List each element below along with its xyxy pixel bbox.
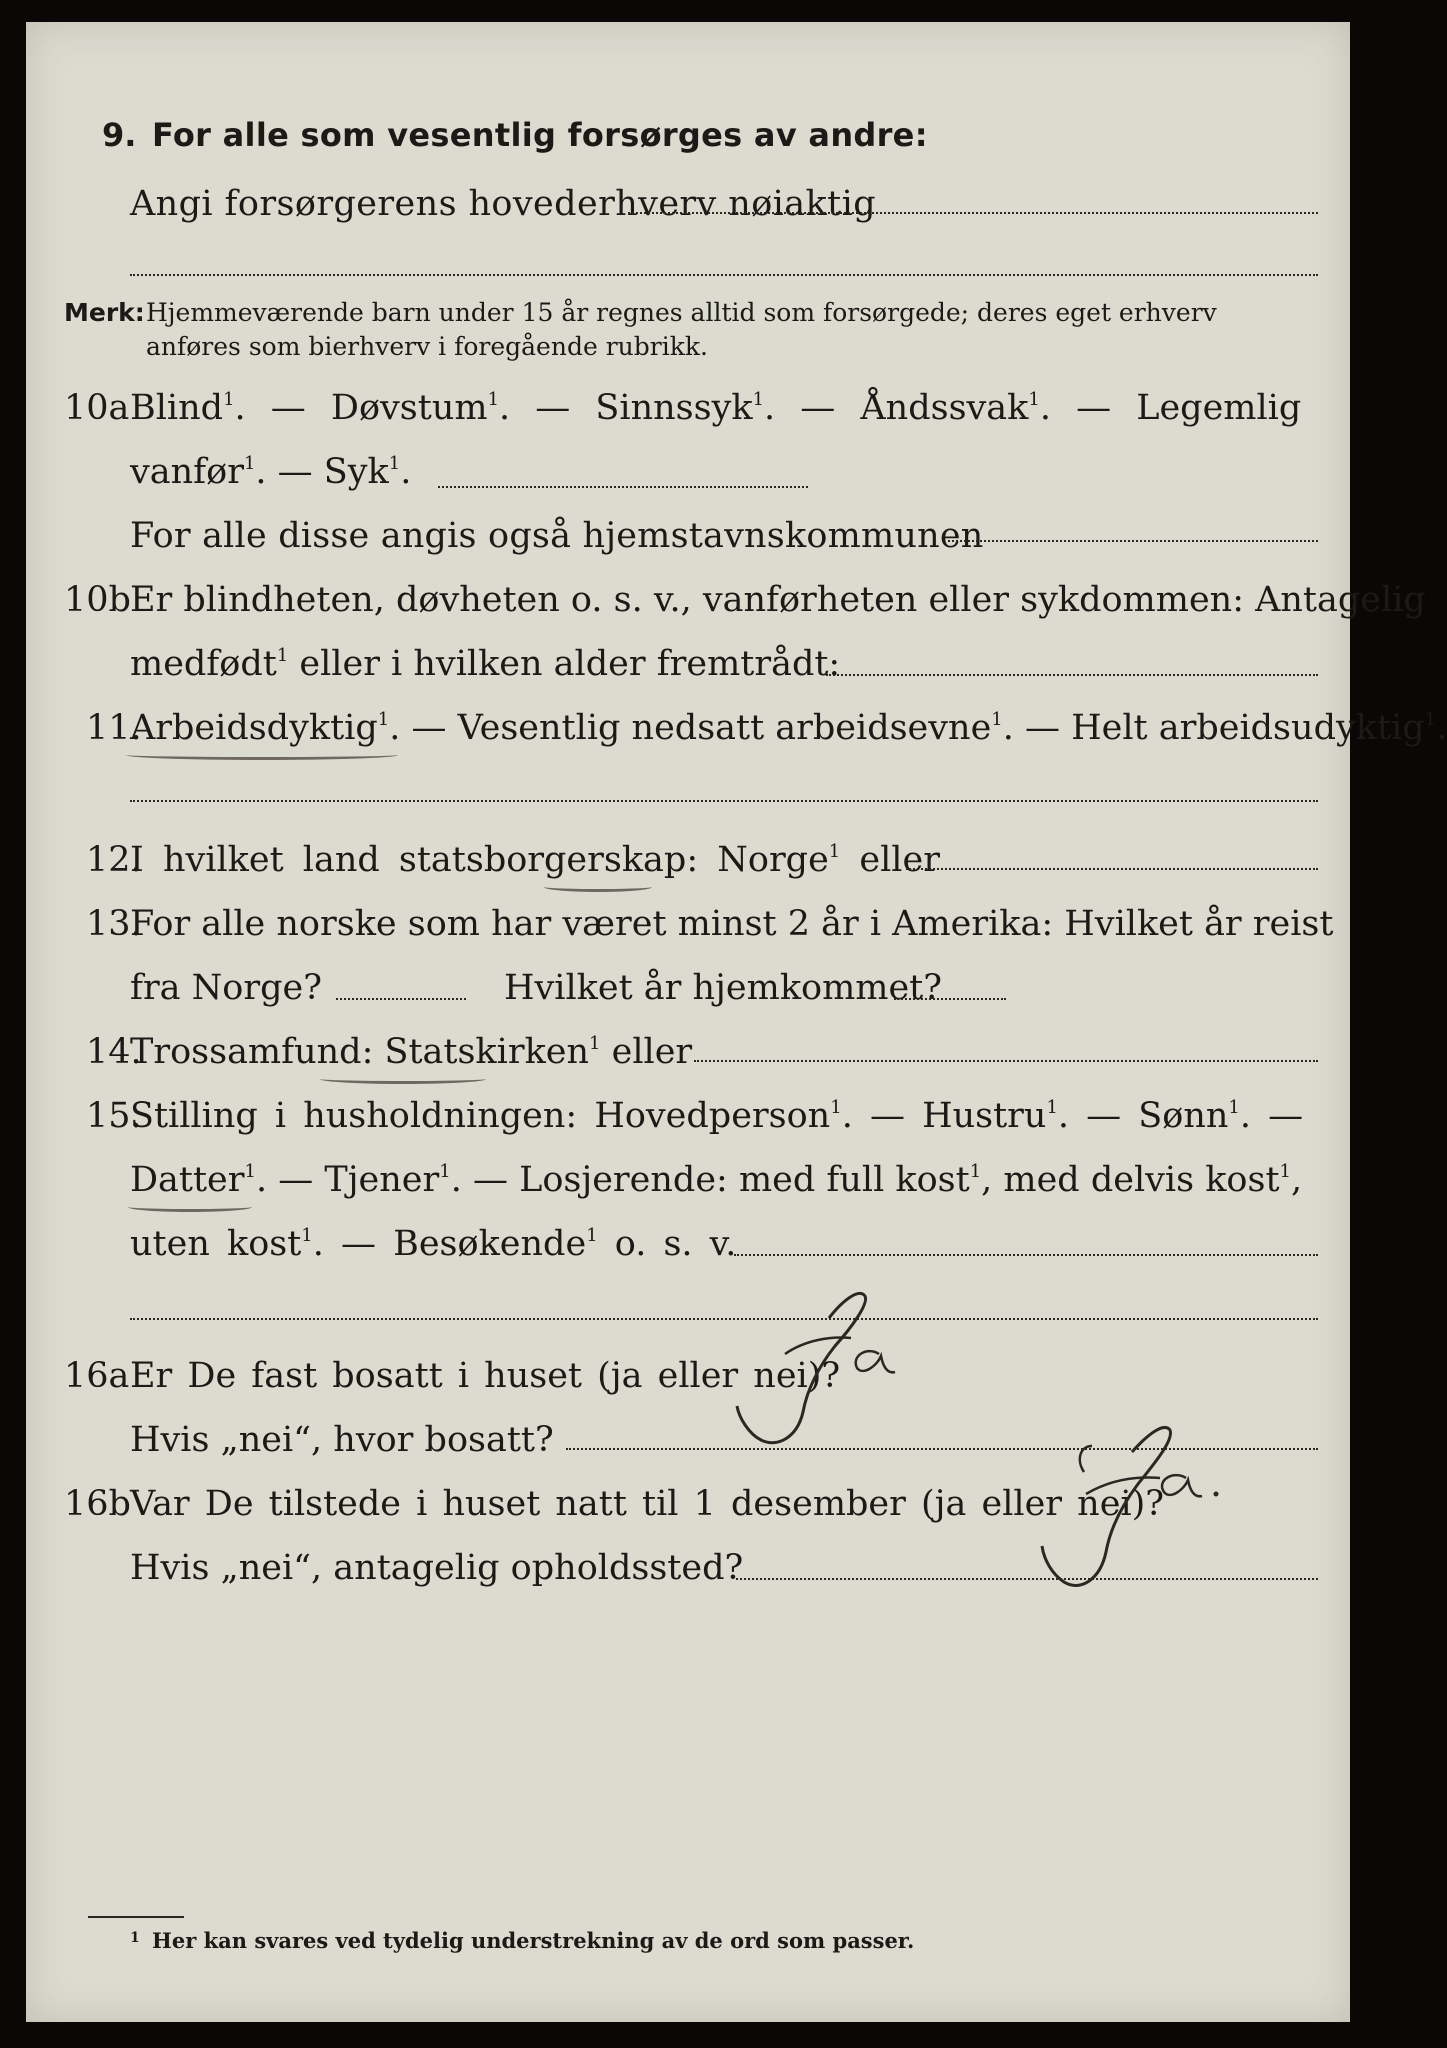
q16b-line-2: Hvis „nei“, antagelig opholdssted? bbox=[130, 1548, 744, 1588]
sup-mark: 1 bbox=[1028, 389, 1040, 410]
q14-question: Trossamfund: bbox=[130, 1032, 374, 1072]
q10b-number: 10b bbox=[64, 580, 131, 620]
option-tjener[interactable]: — Tjener bbox=[267, 1160, 440, 1200]
option-blind[interactable]: Blind bbox=[130, 388, 224, 428]
census-form-page bbox=[26, 22, 1447, 2022]
handwritten-underline-datter bbox=[128, 1202, 252, 1212]
sup-mark: 1 bbox=[1279, 1161, 1291, 1182]
q12-line bbox=[130, 840, 940, 880]
option-dovstum[interactable]: . — Døvstum bbox=[234, 388, 488, 428]
sup-mark: 1 bbox=[388, 453, 401, 474]
q15-line-3 bbox=[130, 1224, 736, 1264]
option-statskirken[interactable]: Statskirken bbox=[384, 1032, 590, 1072]
sup-mark: 1 bbox=[223, 389, 235, 410]
q10b-line-2 bbox=[130, 644, 840, 684]
sup-mark: 1 bbox=[586, 1225, 598, 1246]
q10b-answer-line[interactable] bbox=[826, 674, 1318, 676]
sup-mark: 1 bbox=[1046, 1097, 1058, 1118]
option-arbeidsdyktig[interactable]: Arbeidsdyktig bbox=[130, 708, 378, 748]
option-nedsatt[interactable]: . — Vesentlig nedsatt arbeidsevne bbox=[389, 708, 992, 748]
sup-mark: 1 bbox=[276, 645, 289, 666]
footnote-mark: 1 bbox=[130, 1930, 140, 1946]
q15-number: 15. bbox=[86, 1096, 142, 1136]
option-hustru[interactable]: . — Hustru bbox=[841, 1096, 1047, 1136]
handwritten-underline-statskirken bbox=[320, 1074, 486, 1084]
q14-answer-line[interactable] bbox=[694, 1060, 1318, 1062]
sup-mark: 1 bbox=[487, 389, 500, 410]
q9-subtext: Angi forsørgerens hovederhverv nøiaktig bbox=[130, 184, 877, 224]
q14-line bbox=[130, 1032, 692, 1072]
q10a-line-2 bbox=[130, 452, 411, 492]
q9-answer-line[interactable] bbox=[628, 212, 1318, 214]
punctuation: . bbox=[255, 1160, 268, 1200]
q9-answer-line-2[interactable] bbox=[130, 274, 1318, 276]
q16a-line-2: Hvis „nei“, hvor bosatt? bbox=[130, 1420, 554, 1460]
sup-mark: 1 bbox=[752, 389, 765, 410]
q12-question: I hvilket land statsborgerskap: bbox=[130, 840, 699, 880]
q14-number: 14. bbox=[86, 1032, 142, 1072]
sup-mark: 1 bbox=[589, 1033, 601, 1054]
footnote-text: Her kan svares ved tydelig understrekning av de ord som passer. bbox=[152, 1928, 915, 1953]
option-legemlig[interactable]: . — Legemlig bbox=[1039, 388, 1302, 428]
q16b-number: 16b bbox=[64, 1484, 131, 1524]
q10b-line-2-text: eller i hvilken alder fremtrådt: bbox=[288, 644, 841, 684]
q13-hjemkommet-answer-line[interactable] bbox=[894, 998, 1006, 1000]
q10a-hjemstavn-answer-line[interactable] bbox=[948, 540, 1318, 542]
q12-answer-line[interactable] bbox=[906, 868, 1318, 870]
handwritten-underline-arbeidsdyktig bbox=[126, 750, 398, 760]
option-norge[interactable]: Norge bbox=[717, 840, 829, 880]
q15-line-1 bbox=[130, 1096, 1303, 1136]
sup-mark: 1 bbox=[243, 453, 256, 474]
q16b-line-1: Var De tilstede i huset natt til 1 desember (ja eller nei)? bbox=[130, 1484, 1165, 1524]
q15-answer-line[interactable] bbox=[734, 1254, 1318, 1256]
q13-line-1: For alle norske som har været minst 2 år i Amerika: Hvilket år reist bbox=[130, 904, 1334, 944]
q15-osv: o. s. v. bbox=[597, 1224, 737, 1264]
option-syk[interactable]: . — Syk bbox=[255, 452, 389, 492]
q13-number: 13. bbox=[86, 904, 142, 944]
footnote-rule bbox=[88, 1916, 184, 1918]
q11-answer-line[interactable] bbox=[130, 800, 1318, 802]
q10b-line-1: Er blindheten, døvheten o. s. v., vanførheten eller sykdommen: Antagelig bbox=[130, 580, 1426, 620]
sup-mark: 1 bbox=[991, 709, 1003, 730]
option-hovedperson[interactable]: Stilling i husholdningen: Hovedperson bbox=[130, 1096, 831, 1136]
q13-line-2a: fra Norge? bbox=[130, 968, 322, 1008]
handwritten-underline-norge bbox=[544, 882, 652, 892]
q16a-line-1: Er De fast bosatt i huset (ja eller nei)? bbox=[130, 1356, 841, 1396]
sup-mark: 1 bbox=[828, 841, 841, 862]
q16a-number: 16a bbox=[64, 1356, 130, 1396]
q15-answer-line-2[interactable] bbox=[130, 1318, 1318, 1320]
sup-mark: 1 bbox=[830, 1097, 842, 1118]
option-medfodt[interactable]: medfødt bbox=[130, 644, 277, 684]
sup-mark: 1 bbox=[244, 1161, 256, 1182]
option-datter[interactable]: Datter bbox=[130, 1160, 245, 1200]
sup-mark: 1 bbox=[377, 709, 390, 730]
q13-line-2b: Hvilket år hjemkommet? bbox=[504, 968, 943, 1008]
q13-reist-answer-line[interactable] bbox=[336, 998, 466, 1000]
q9-number: 9. bbox=[102, 116, 137, 154]
q12-number: 12. bbox=[86, 840, 142, 880]
option-besokende[interactable]: . — Besøkende bbox=[312, 1224, 587, 1264]
option-udyktig[interactable]: . — Helt arbeidsudyktig bbox=[1002, 708, 1425, 748]
merk-label: Merk: bbox=[64, 298, 145, 327]
merk-line-1: Hjemmeværende barn under 15 år regnes alltid som forsørgede; deres eget erhverv bbox=[146, 298, 1217, 327]
q11-number: 11. bbox=[86, 708, 142, 748]
option-vanfor[interactable]: vanfør bbox=[130, 452, 244, 492]
q9-heading: For alle som vesentlig forsørges av andre: bbox=[152, 116, 928, 154]
punctuation: . — bbox=[1239, 1096, 1304, 1136]
sup-mark: 1 bbox=[969, 1161, 982, 1182]
option-andssvak[interactable]: . — Åndssvak bbox=[764, 388, 1029, 428]
punctuation: , bbox=[1290, 1160, 1303, 1200]
option-sonn[interactable]: . — Sønn bbox=[1057, 1096, 1229, 1136]
option-uten-kost[interactable]: uten kost bbox=[130, 1224, 302, 1264]
handwritten-answer-ja-16b bbox=[1036, 1412, 1276, 1612]
option-losjerende[interactable]: . — Losjerende: med full kost bbox=[450, 1160, 970, 1200]
q11-line bbox=[130, 708, 1447, 748]
sup-mark: 1 bbox=[301, 1225, 313, 1246]
q10a-line-1 bbox=[130, 388, 1301, 428]
punctuation: . bbox=[1436, 708, 1447, 748]
sup-mark: 1 bbox=[439, 1161, 451, 1182]
q15-line-2 bbox=[130, 1160, 1302, 1200]
q10a-line-3: For alle disse angis også hjemstavnskommunen bbox=[130, 516, 984, 556]
q10a-syk-answer-line[interactable] bbox=[438, 486, 808, 488]
handwritten-answer-ja-16a bbox=[731, 1280, 971, 1470]
q10a-number: 10a bbox=[64, 388, 130, 428]
sup-mark: 1 bbox=[1228, 1097, 1240, 1118]
option-sinnssyk[interactable]: . — Sinnssyk bbox=[499, 388, 753, 428]
q14-eller: eller bbox=[600, 1032, 693, 1072]
punctuation: . bbox=[400, 452, 412, 492]
q12-eller: eller bbox=[840, 840, 940, 880]
sup-mark: 1 bbox=[1424, 709, 1437, 730]
merk-line-2: anføres som bierhverv i foregående rubrikk. bbox=[146, 332, 708, 361]
option-delvis-kost[interactable]: , med delvis kost bbox=[981, 1160, 1280, 1200]
